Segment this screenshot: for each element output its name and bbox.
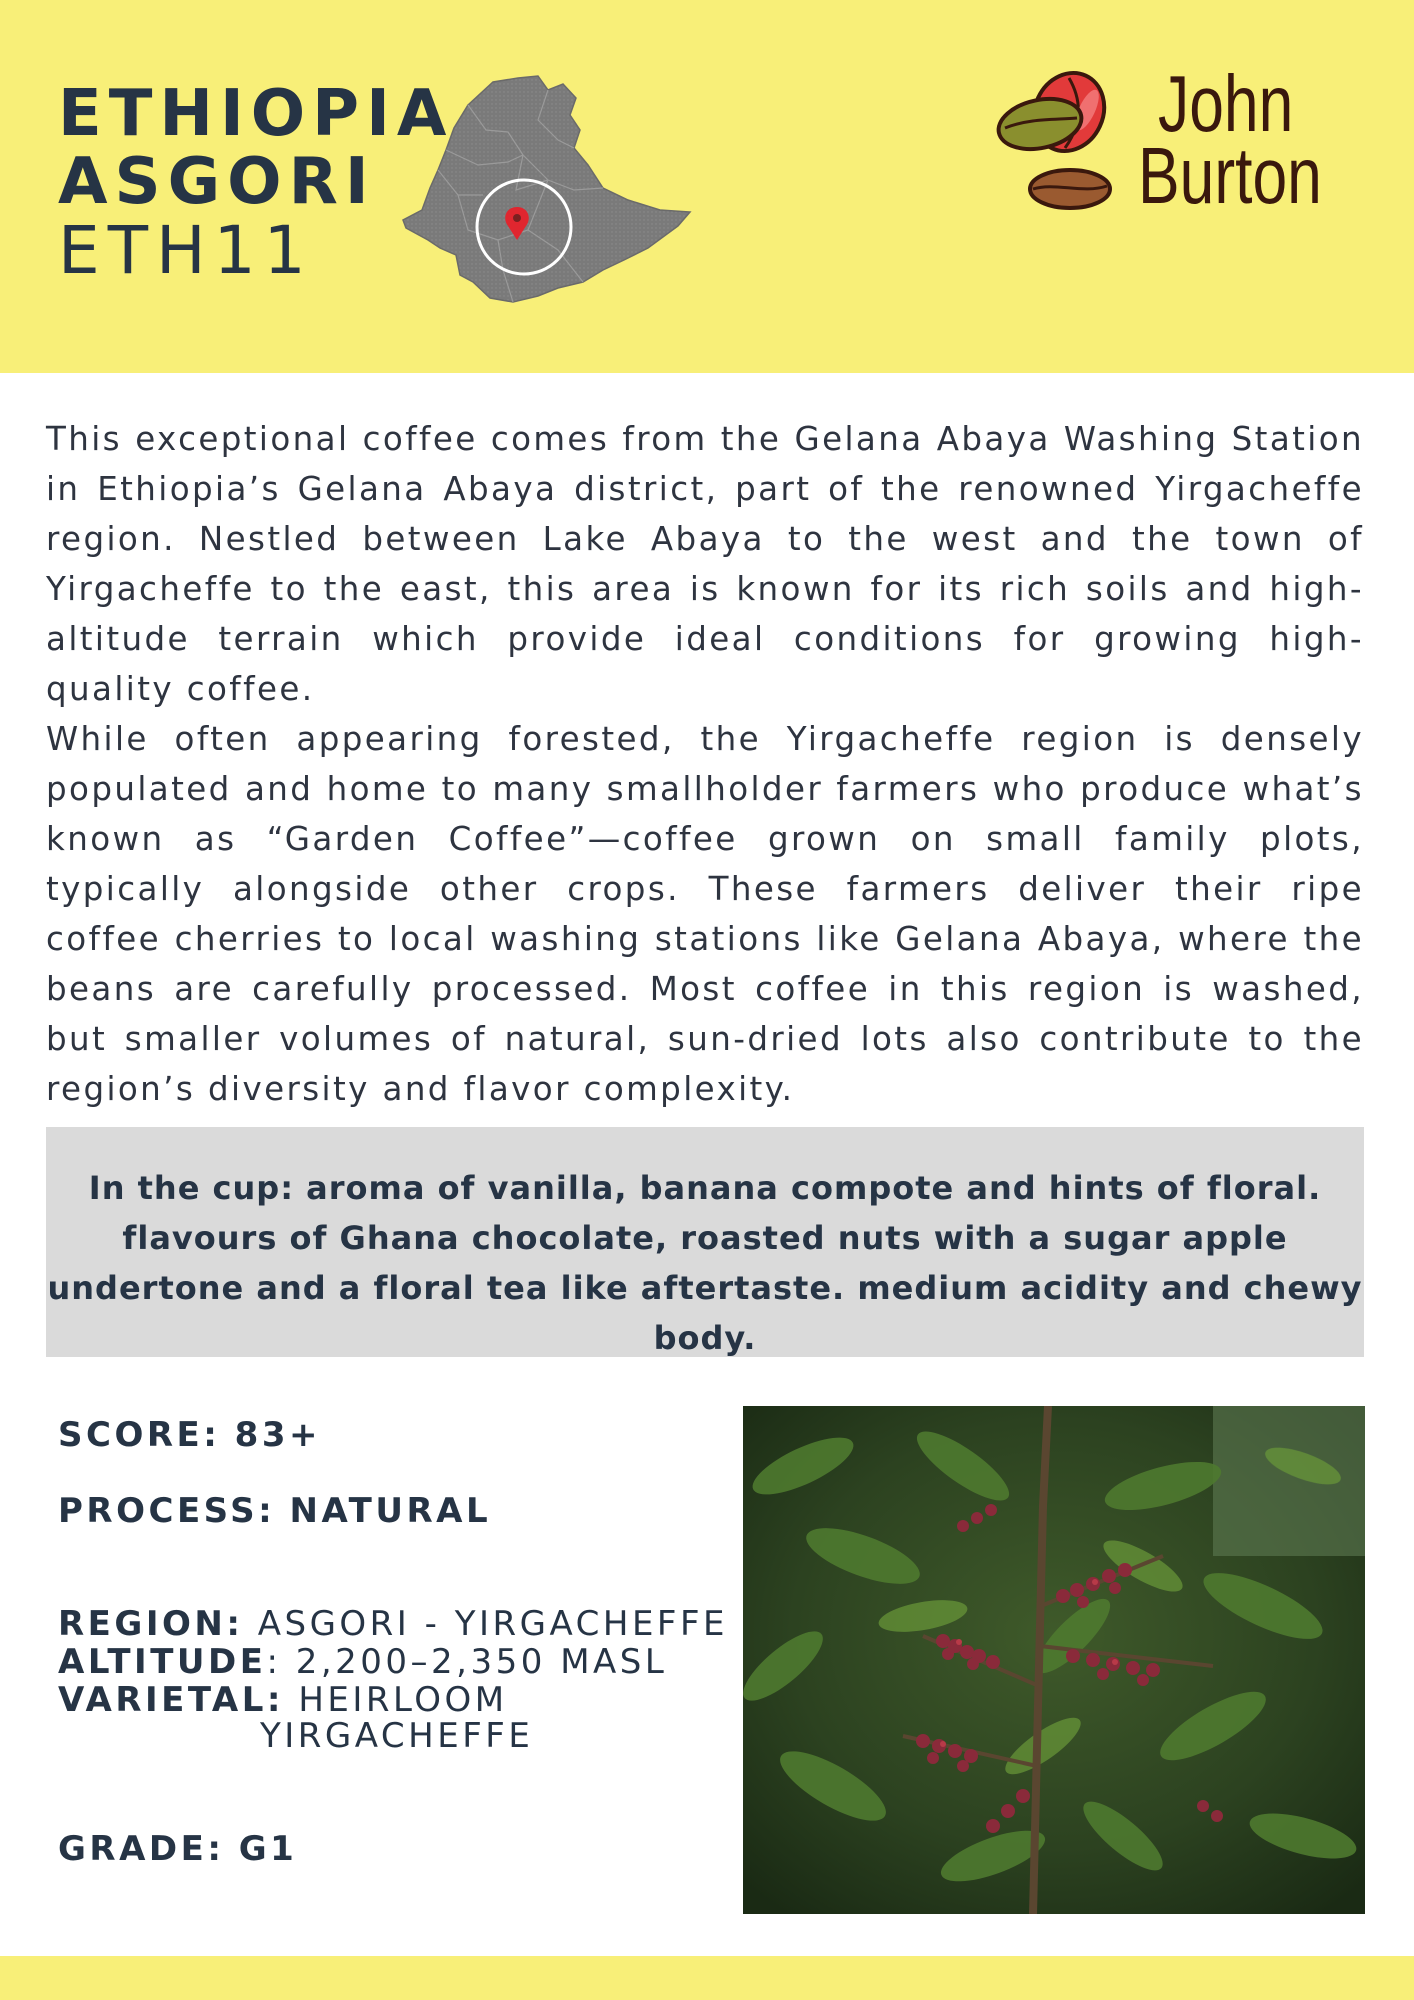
grade-spec bbox=[58, 1829, 298, 1869]
grade-value: G1 bbox=[238, 1829, 298, 1869]
altitude-spec bbox=[58, 1642, 668, 1682]
origin-title: ETHIOPIA bbox=[58, 77, 454, 151]
grade-label: GRADE: bbox=[58, 1829, 225, 1869]
cup-notes-line-4: body. bbox=[653, 1319, 757, 1357]
description-paragraph-1: This exceptional coffee comes from the Gelana Abaya Washing Station in Ethiopia’s Gelana Abaya district, part of the renowned Yirgacheffe region. Nestled between Lake Abaya to the west and the town of Yirgacheffe to the east, this area is known for its rich soils and high-altitude terrain which provide ideal conditions for growing high-quality coffee. bbox=[46, 420, 1364, 708]
cup-notes-line-2: flavours of Ghana chocolate, roasted nuts with a sugar apple bbox=[122, 1219, 1288, 1257]
process-value: NATURAL bbox=[289, 1491, 492, 1531]
coffee-plant-photo bbox=[743, 1406, 1365, 1914]
footer-banner bbox=[0, 1956, 1414, 2000]
region-spec bbox=[58, 1604, 729, 1644]
altitude-value: : 2,200–2,350 MASL bbox=[266, 1642, 668, 1682]
altitude-label: ALTITUDE bbox=[58, 1642, 267, 1682]
region-label: REGION: bbox=[58, 1604, 244, 1644]
score-value: 83+ bbox=[234, 1415, 321, 1455]
logo-text-burton: Burton bbox=[1138, 131, 1322, 220]
varietal-value-1: HEIRLOOM bbox=[298, 1680, 508, 1720]
score-spec bbox=[58, 1415, 321, 1455]
origin-description bbox=[46, 414, 1364, 1114]
process-spec bbox=[58, 1491, 492, 1531]
cup-notes-line-1: In the cup: aroma of vanilla, banana compote and hints of floral. bbox=[88, 1169, 1322, 1207]
varietal-value-2: YIRGACHEFFE bbox=[260, 1716, 534, 1756]
region-value: ASGORI - YIRGACHEFFE bbox=[257, 1604, 729, 1644]
farm-title: ASGORI bbox=[58, 145, 376, 219]
varietal-label: VARIETAL: bbox=[58, 1680, 285, 1720]
cup-notes-box bbox=[46, 1127, 1364, 1357]
logo-text-john: John bbox=[1158, 59, 1294, 148]
varietal-spec bbox=[58, 1680, 508, 1720]
process-label: PROCESS: bbox=[58, 1491, 276, 1531]
product-code: ETH11 bbox=[58, 212, 314, 289]
cup-notes-line-3: undertone and a floral tea like aftertaste. medium acidity and chewy bbox=[47, 1269, 1363, 1307]
description-paragraph-2: While often appearing forested, the Yirgacheffe region is densely populated and home to many smallholder farmers who produce what’s known as “Garden Coffee”—coffee grown on small family plots, typically alongside other crops. These farmers deliver their ripe coffee cherries to local washing stations like Gelana Abaya, where the beans are carefully processed. Most coffee in this region is washed, but smaller volumes of natural, sun-dried lots also contribute to the region’s diversity and flavor complexity. bbox=[46, 720, 1364, 1108]
ethiopia-map-icon bbox=[398, 70, 698, 310]
score-label: SCORE: bbox=[58, 1415, 221, 1455]
